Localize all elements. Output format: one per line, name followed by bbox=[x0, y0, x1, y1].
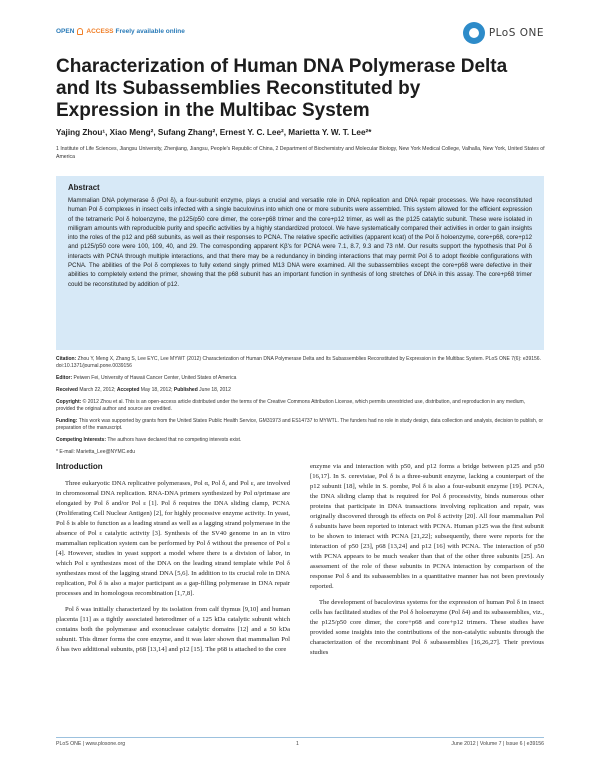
intro-paragraph: The development of baculovirus systems for the expression of human Pol δ in insect cells has facilitated studies of the Pol δ holoenzyme (Pol δ4) and its subassemblies, viz., the p125/p50 core dimer, the core+p68 and core+p12 trimers. These studies have provided some insights into the contributions of the non-catalytic subunits through the characterization of the recombinant Pol δ subassemblies [16,26,27]. Their previous studies bbox=[310, 599, 544, 656]
received-label: Received bbox=[56, 387, 78, 393]
published-date: June 18, 2012 bbox=[199, 387, 231, 393]
journal-header bbox=[56, 28, 544, 42]
abstract-box bbox=[56, 176, 544, 350]
journal-logo bbox=[463, 22, 544, 44]
email-label: * E-mail: bbox=[56, 449, 75, 455]
open-access-lock-icon bbox=[77, 28, 83, 35]
footer-issue: June 2012 | Volume 7 | Issue 6 | e39156 bbox=[451, 741, 544, 747]
intro-right-column bbox=[310, 462, 544, 664]
email-address[interactable]: Marietta_Lee@NYMC.edu bbox=[76, 449, 136, 455]
intro-paragraph: Three eukaryotic DNA replicative polymerases, Pol α, Pol δ, and Pol ε, are involved in chromosomal DNA replication. RNA-DNA primers synthesized by Pol α/primase are elongated by Pol δ and/or Pol ε [1]. Pol δ requires the DNA sliding clamp, PCNA (Proliferating Cell Nuclear Antigen) [2], for highly processive enzyme activity. In yeast, Pol δ is able to function as a leading strand as well as a lagging strand polymerase in the absence of Pol ε catalytic activity [3]. Synthesis of the SV40 genome in an in vitro mammalian replication system can be performed by Pol δ without the presence of Pol ε [4]. However, studies in yeast support a model where there is a division of labor, in which Pol ε synthesizes most of the DNA on the leading strand template while Pol δ synthesizes most of the lagging strand DNA [5,6]. In addition to its crucial role in DNA replication, Pol δ is also a major participant as a gap-filling polymerase in DNA repair processes and in homologous recombination [1,7,8]. bbox=[56, 480, 290, 597]
competing-label: Competing Interests: bbox=[56, 437, 107, 443]
page-number: 1 bbox=[296, 741, 299, 747]
affiliations: 1 Institute of Life Sciences, Jiangsu University, Zhenjiang, Jiangsu, People's Republic of China, 2 Department of Biochemistry and Molecular Biology, New York Medical College, Valhalla, New York, United States of America bbox=[56, 146, 545, 160]
footer-journal[interactable]: PLoS ONE | www.plosone.org bbox=[56, 741, 126, 747]
accepted-date: May 18, 2012; bbox=[140, 387, 173, 393]
received-date: March 22, 2012; bbox=[79, 387, 116, 393]
copyright bbox=[56, 399, 544, 413]
intro-paragraph: enzyme via and interaction with p50, and p12 forms a bridge between p125 and p50 [16,17]. In S. cerevisiae, Pol δ is a three-subunit enzyme, lacking a counterpart of the p12 subunit [18], while in S. pombe, Pol δ is also a four-subunit enzyme [19]. PCNA, the DNA sliding clamp that is required for Pol δ processivity, binds numerous other proteins that participate in DNA transactions involving replication and repair, was originally discovered through its effects on Pol δ activity [20]. All four mammalian Pol δ subunits have been reported to interact with PCNA. Human p125 was the first subunit to be shown to interact with PCNA [21,22]; subsequently, there were reports for the interaction of p50 [23], p68 [13,24] and p12 [16] with PCNA. The interaction of p50 with PCNA appears to be much weaker than that of the other three subunits [25]. An assessment of the role of these subunits in PCNA interaction by comparison of the response Pol δ and its subassemblies in a quantitative manner has not been previously reported. bbox=[310, 463, 544, 590]
competing-text: The authors have declared that no competing interests exist. bbox=[107, 437, 242, 443]
page-footer bbox=[56, 741, 544, 751]
access-label: ACCESS bbox=[86, 28, 114, 35]
intro-heading: Introduction bbox=[56, 462, 103, 471]
intro-paragraph: Pol δ was initially characterized by its isolation from calf thymus [9,10] and human placenta [11] as a tightly associated heterodimer of a 125 kDa catalytic subunit which contains both the polymerase and exonuclease catalytic domains [12] and a 50 kDa subunit. This dimer forms the core enzyme, and it was later shown that mammalian Pol δ has two additional subunits, p68 [13,14] and p12 [15]. The p68 is attached to the core bbox=[56, 606, 290, 653]
competing-interests bbox=[56, 437, 544, 444]
plos-logo-icon bbox=[463, 22, 485, 44]
intro-left-column bbox=[56, 462, 290, 661]
abstract-heading: Abstract bbox=[68, 183, 100, 192]
published-label: Published bbox=[173, 387, 198, 393]
copyright-text: © 2012 Zhou et al. This is an open-access article distributed under the terms of the Creative Commons Attribution License, which permits unrestricted use, distribution, and reproduction in any medium, provided the original author and source are credited. bbox=[56, 399, 526, 412]
citation-label: Citation: bbox=[56, 356, 77, 362]
editor-text: Peiwen Fei, University of Hawaii Cancer Center, United States of America bbox=[73, 375, 237, 381]
freely-available-label: Freely available online bbox=[115, 28, 185, 35]
editor bbox=[56, 375, 544, 382]
editor-label: Editor: bbox=[56, 375, 73, 381]
copyright-label: Copyright: bbox=[56, 399, 82, 405]
citation bbox=[56, 356, 544, 370]
email bbox=[56, 449, 544, 456]
author-list: Yajing Zhou¹, Xiao Meng², Sufang Zhang², Ernest Y. C. Lee², Marietta Y. W. T. Lee²* bbox=[56, 128, 372, 137]
accepted-label: Accepted bbox=[116, 387, 140, 393]
article-title: Characterization of Human DNA Polymerase Delta and Its Subassemblies Reconstituted by Expression in the Multibac System bbox=[56, 56, 508, 121]
funding-text: This work was supported by grants from the United States Public Health Service, GM31973 and ES14737 to MYWTL. The funders had no role in study design, data collection and analysis, decision to publish, or preparation of the manuscript. bbox=[56, 418, 544, 431]
journal-logo-text: PLoS ONE bbox=[488, 27, 544, 39]
dates bbox=[56, 387, 544, 394]
open-label: OPEN bbox=[56, 28, 75, 35]
citation-text: Zhou Y, Meng X, Zhang S, Lee EYC, Lee MYWT (2012) Characterization of Human DNA Polymerase Delta and Its Subassemblies Reconstituted by Expression in the Multibac System. PLoS ONE 7(6): e39156. doi:10.1371/journal.pone.0039156 bbox=[56, 356, 541, 369]
funding-label: Funding: bbox=[56, 418, 78, 424]
funding bbox=[56, 418, 544, 432]
footer-divider bbox=[56, 737, 544, 738]
abstract-text: Mammalian DNA polymerase δ (Pol δ), a four-subunit enzyme, plays a crucial and versatile role in DNA replication and DNA repair processes. We have reconstituted human Pol δ complexes in insect cells infected with a single baculovirus into which one or more subunits were assembled. This system allowed for the efficient expression of the tetrameric Pol δ holoenzyme, the p125/p50 core dimer, the core+p68 trimer and the core+p12 trimer, as well as the p125 catalytic subunit. These were isolated in milligram amounts with reproducible purity and specific activities by a highly standardized protocol. We have systematically compared their activities in order to gain insights into the roles of the p12 and p68 subunits, as well as their responses to PCNA. The relative specific activities (apparent kcat) of the Pol δ holoenzyme, core+p68, core+p12 and p125/p50 core were 100, 109, 40, and 29. The corresponding apparent Kβ's for PCNA were 7.1, 8.7, 9.3 and 73 nM. Our results support the hypothesis that Pol δ interacts with PCNA through multiple interactions, and that there may be a redundancy in binding interactions that may permit Pol δ to adopt flexible configurations with PCNA. The abilities of the Pol δ complexes to fully extend singly primed M13 DNA were examined. All the subassemblies except the core+p68 were defective in their abilities to completely extend the primer, showing that the p68 subunit has an important function in synthesis of long stretches of DNA in this assay. The core+p68 trimer could be reconstituted by addition of p12. bbox=[68, 197, 532, 288]
open-access-badge bbox=[56, 28, 185, 35]
